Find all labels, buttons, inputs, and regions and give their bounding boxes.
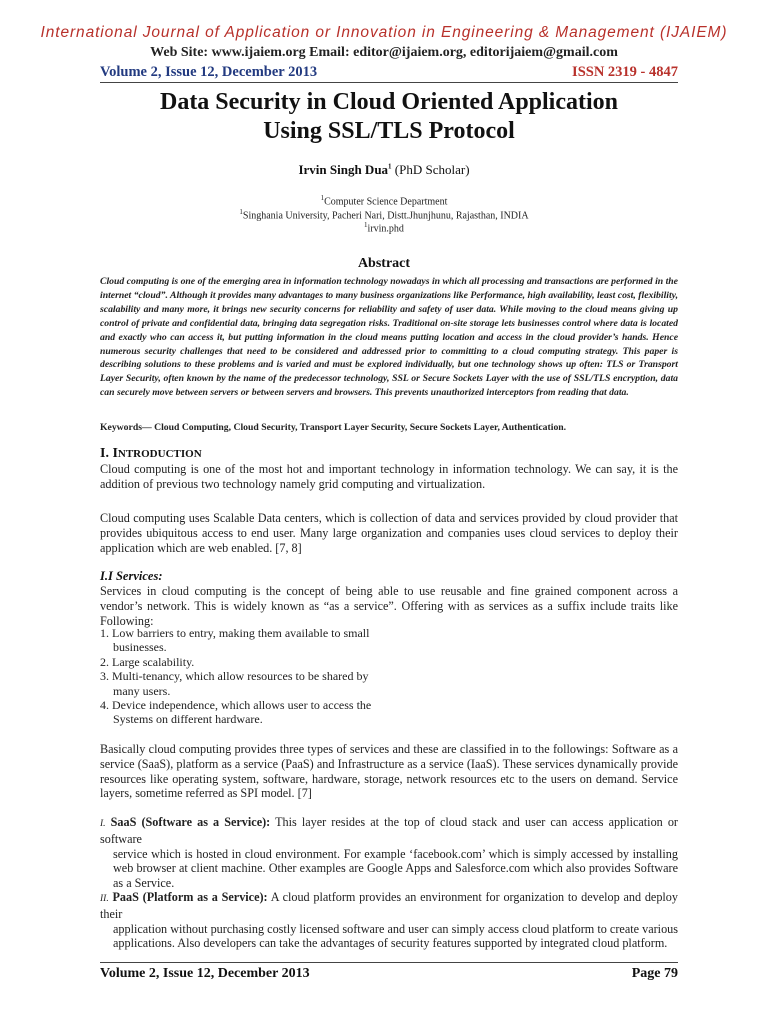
saas-description: service which is hosted in cloud environment. For example ‘facebook.com’ which is simply accessed by installing web browser at client machine. Other examples are Google Apps and Salesforce.com which also provides Software as a Service. bbox=[113, 846, 678, 891]
paas-item bbox=[100, 890, 678, 951]
author-role: (PhD Scholar) bbox=[391, 162, 470, 177]
affiliation-text: irvin.phd bbox=[367, 223, 404, 235]
saas-number: I. bbox=[100, 819, 106, 829]
page-number: Page 79 bbox=[631, 966, 678, 981]
affiliation-university bbox=[0, 208, 768, 221]
list-item-continuation: many users. bbox=[113, 683, 171, 698]
paas-term: PaaS (Platform as a Service): bbox=[112, 890, 268, 904]
author-sup: 1 bbox=[388, 162, 392, 171]
author-name: Irvin Singh Dua bbox=[298, 162, 389, 177]
issn: ISSN 2319 - 4847 bbox=[572, 64, 678, 80]
intro-paragraph-1: Cloud computing is one of the most hot and important technology in information technology. We can say, it is the addition of previous two technology namely grid computing and virtualization. bbox=[100, 462, 678, 491]
list-item: 1. Low barriers to entry, making them available to small bbox=[100, 626, 370, 640]
saas-item bbox=[100, 815, 678, 891]
footer-volume: Volume 2, Issue 12, December 2013 bbox=[100, 966, 310, 981]
header-rule bbox=[100, 82, 678, 83]
services-paragraph: Services in cloud computing is the concept of being able to use reusable and fine grained component across a vendor’s network. This is widely known as “as a service”. Offering with as services as a suffix include traits like Following: bbox=[100, 584, 678, 628]
services-types-paragraph: Basically cloud computing provides three types of services and these are classified in to the followings: Software as a service (SaaS), platform as a service (PaaS) and Infrastructure as a service (IaaS). These services dynamically provide resources like operating system, software, hardware, storage, network resources etc to the users on demand. Service layers, sometime referred as SPI model. [7] bbox=[100, 742, 678, 801]
affiliation-department bbox=[0, 194, 768, 207]
paas-first-line: A cloud platform provides an environment for organization to develop and deploy their bbox=[100, 890, 678, 921]
affiliation-text: Singhania University, Pacheri Nari, Distt.Jhunjhunu, Rajasthan, INDIA bbox=[242, 210, 529, 222]
affiliation-email bbox=[0, 221, 768, 234]
section-title: NTRODUCTION bbox=[117, 448, 202, 460]
paas-description: application without purchasing costly licensed software and user can simply access cloud platform to create various applications. Also developers can take the advantages of security features supported by integrated cloud platform. bbox=[113, 921, 678, 951]
author bbox=[0, 162, 768, 178]
journal-website-email: Web Site: www.ijaiem.org Email: editor@ijaiem.org, editorijaiem@gmail.com bbox=[150, 45, 618, 60]
title-line-2: Using SSL/TLS Protocol bbox=[263, 118, 515, 144]
subsection-heading-services: I.I Services: bbox=[100, 569, 163, 583]
abstract-heading: Abstract bbox=[357, 256, 411, 271]
intro-paragraph-2: Cloud computing uses Scalable Data centers, which is collection of data and services provided by cloud provider that provides ubiquitous access to end user. Many large organization and companies uses cloud services to deploy their application which are web enabled. [7, 8] bbox=[100, 511, 678, 555]
list-item: 2. Large scalability. bbox=[100, 654, 195, 669]
list-item-continuation: businesses. bbox=[113, 640, 167, 655]
section-number: I. I bbox=[100, 446, 118, 461]
list-item: 4. Device independence, which allows user to access the bbox=[100, 698, 372, 713]
title-line-1: Data Security in Cloud Oriented Application bbox=[159, 89, 619, 115]
affiliation-sup: 1 bbox=[320, 194, 325, 202]
list-item-continuation: Systems on different hardware. bbox=[113, 712, 263, 727]
abstract-body: Cloud computing is one of the emerging area in information technology nowadays in which all processing and transactions are performed in the internet “cloud”. Although it provides many advantages to many business organizations like Performance, high availability, least cost, flexibility, scalability and many more, it brings new security concerns for reliability and safety of user data. While moving to the cloud means giving up control of private and confidential data, bringing data segregation risks. Traditional on-site storage lets businesses control where data is located and exactly who can access it, but putting information in the cloud means putting location and access in the cloud provider’s hands. Hence numerous security challenges that need to be considered and addressed prior to committing to a cloud computing strategy. This paper is describing solutions to these problems and is varied and must be explored individually, but one technology shows up often: TLS or Transport Layer Security, often known by the name of the predecessor technology, SSL or Secure Sockets Layer with the use of SSL/TLS encryption, data can securely move between servers or between servers and browsers. This prevents unauthorized interceptors from reading that data. bbox=[100, 276, 678, 399]
volume-issue: Volume 2, Issue 12, December 2013 bbox=[100, 64, 318, 80]
list-item: 3. Multi-tenancy, which allow resources to be shared by bbox=[100, 669, 369, 684]
affiliation-sup: 1 bbox=[364, 221, 368, 229]
affiliation-sup: 1 bbox=[239, 208, 243, 216]
footer-rule bbox=[100, 962, 678, 963]
traits-list bbox=[100, 626, 400, 727]
saas-first-line: This layer resides at the top of cloud stack and user can access application or software bbox=[100, 815, 678, 846]
section-heading-introduction bbox=[100, 446, 202, 462]
paas-number: II. bbox=[100, 894, 109, 904]
journal-title: International Journal of Application or Innovation in Engineering & Management (IJAIEM) bbox=[40, 24, 728, 41]
paper-title bbox=[100, 88, 678, 146]
saas-term: SaaS (Software as a Service): bbox=[110, 815, 271, 829]
keywords: Keywords— Cloud Computing, Cloud Security, Transport Layer Security, Secure Sockets Layer, Authentication. bbox=[100, 422, 567, 433]
affiliation-text: Computer Science Department bbox=[324, 196, 448, 208]
